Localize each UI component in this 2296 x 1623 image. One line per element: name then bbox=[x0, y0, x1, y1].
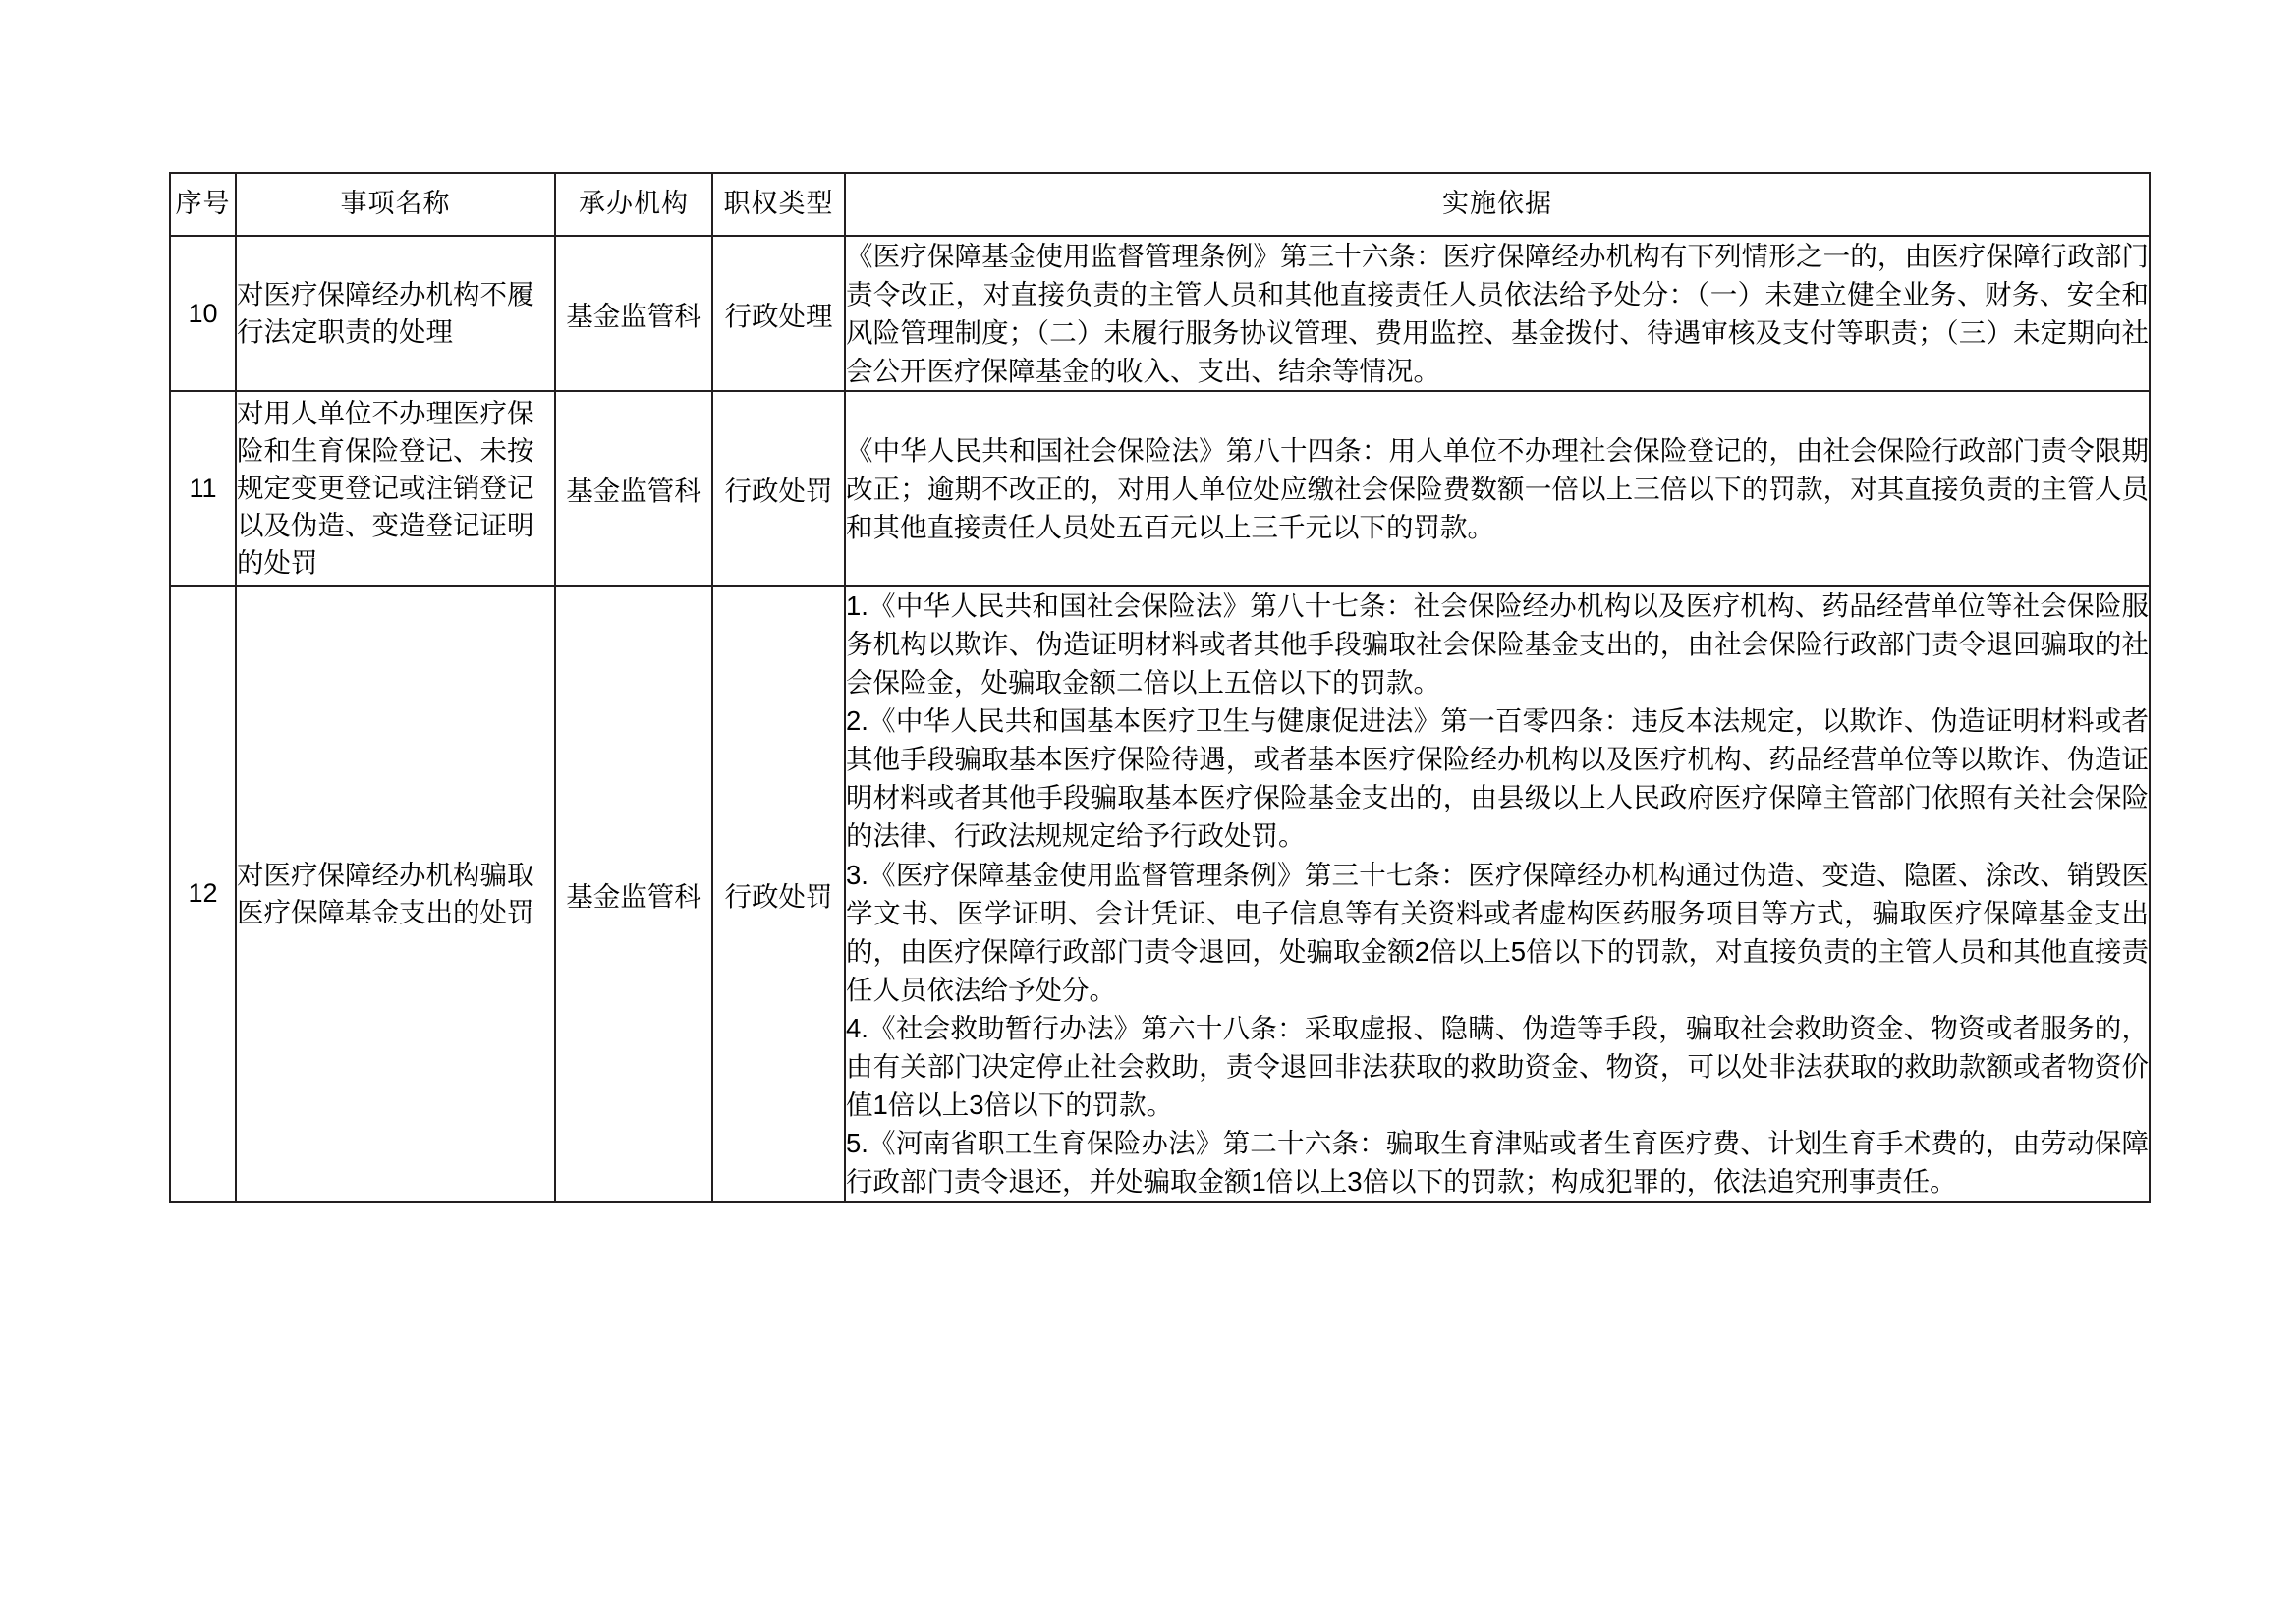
row-authority-type: 行政处罚 bbox=[712, 586, 845, 1202]
power-matters-table bbox=[169, 172, 2151, 1203]
row-matter-name: 对用人单位不办理医疗保险和生育保险登记、未按规定变更登记或注销登记以及伪造、变造登记证明的处罚 bbox=[236, 391, 555, 586]
row-legal-basis bbox=[845, 586, 2150, 1202]
legal-basis-paragraph: 《中华人民共和国社会保险法》第八十四条：用人单位不办理社会保险登记的，由社会保险行政部门责令限期改正；逾期不改正的，对用人单位处应缴社会保险费数额一倍以上三倍以下的罚款，对其直接负责的主管人员和其他直接责任人员处五百元以上三千元以下的罚款。 bbox=[846, 434, 2149, 542]
column-header-name bbox=[236, 173, 555, 236]
table-row bbox=[170, 586, 2150, 1202]
row-handling-org: 基金监管科 bbox=[555, 236, 712, 391]
legal-basis-paragraph: 2.《中华人民共和国基本医疗卫生与健康促进法》第一百零四条：违反本法规定，以欺诈、伪造证明材料或者其他手段骗取基本医疗保险待遇，或者基本医疗保险经办机构以及医疗机构、药品经营单位等以欺诈、伪造证明材料或者其他手段骗取基本医疗保险基金支出的，由县级以上人民政府医疗保障主管部门依照有关社会保险的法律、行政法规规定给予行政处罚。 bbox=[846, 705, 2149, 852]
legal-basis-paragraph: 1.《中华人民共和国社会保险法》第八十七条：社会保险经办机构以及医疗机构、药品经营单位等社会保险服务机构以欺诈、伪造证明材料或者其他手段骗取社会保险基金支出的，由社会保险行政部门责令退回骗取的社会保险金，处骗取金额二倍以上五倍以下的罚款。 bbox=[846, 590, 2149, 699]
table-header bbox=[170, 173, 2150, 236]
column-header-type-label: 职权类型 bbox=[723, 189, 834, 219]
legal-basis-paragraph: 4.《社会救助暂行办法》第六十八条：采取虚报、隐瞒、伪造等手段，骗取社会救助资金、物资或者服务的，由有关部门决定停止社会救助，责令退回非法获取的救助资金、物资，可以处非法获取的救助款额或者物资价值1倍以上3倍以下的罚款。 bbox=[846, 1012, 2149, 1120]
column-header-type bbox=[712, 173, 845, 236]
row-matter-name: 对医疗保障经办机构骗取医疗保障基金支出的处罚 bbox=[236, 586, 555, 1202]
column-header-name-label: 事项名称 bbox=[340, 189, 451, 219]
column-header-org bbox=[555, 173, 712, 236]
row-authority-type: 行政处罚 bbox=[712, 391, 845, 586]
column-header-seq-label: 序号 bbox=[175, 189, 231, 219]
column-header-org-label: 承办机构 bbox=[579, 189, 689, 219]
legal-basis-paragraph: 3.《医疗保障基金使用监督管理条例》第三十七条：医疗保障经办机构通过伪造、变造、隐匿、涂改、销毁医学文书、医学证明、会计凭证、电子信息等有关资料或者虚构医药服务项目等方式，骗取医疗保障基金支出的，由医疗保障行政部门责令退回，处骗取金额2倍以上5倍以下的罚款，对直接负责的主管人员和其他直接责任人员依法给予处分。 bbox=[846, 859, 2149, 1005]
table-header-row bbox=[170, 173, 2150, 236]
column-header-seq bbox=[170, 173, 236, 236]
row-legal-basis bbox=[845, 236, 2150, 391]
legal-basis-paragraph: 《医疗保障基金使用监督管理条例》第三十六条：医疗保障经办机构有下列情形之一的，由医疗保障行政部门责令改正，对直接负责的主管人员和其他直接责任人员依法给予处分：（一）未建立健全业务、财务、安全和风险管理制度；（二）未履行服务协议管理、费用监控、基金拨付、待遇审核及支付等职责；（三）未定期向社会公开医疗保障基金的收入、支出、结余等情况。 bbox=[846, 241, 2149, 387]
table-row bbox=[170, 391, 2150, 586]
row-seq: 10 bbox=[170, 236, 236, 391]
row-handling-org: 基金监管科 bbox=[555, 586, 712, 1202]
row-matter-name: 对医疗保障经办机构不履行法定职责的处理 bbox=[236, 236, 555, 391]
legal-basis-paragraph: 5.《河南省职工生育保险办法》第二十六条：骗取生育津贴或者生育医疗费、计划生育手术费的，由劳动保障行政部门责令退还，并处骗取金额1倍以上3倍以下的罚款；构成犯罪的，依法追究刑事责任。 bbox=[846, 1127, 2149, 1197]
column-header-basis bbox=[845, 173, 2150, 236]
row-handling-org: 基金监管科 bbox=[555, 391, 712, 586]
table-row bbox=[170, 236, 2150, 391]
table-body bbox=[170, 236, 2150, 1202]
row-authority-type: 行政处理 bbox=[712, 236, 845, 391]
row-legal-basis bbox=[845, 391, 2150, 586]
row-seq: 11 bbox=[170, 391, 236, 586]
column-header-basis-label: 实施依据 bbox=[1442, 189, 1552, 219]
row-seq: 12 bbox=[170, 586, 236, 1202]
